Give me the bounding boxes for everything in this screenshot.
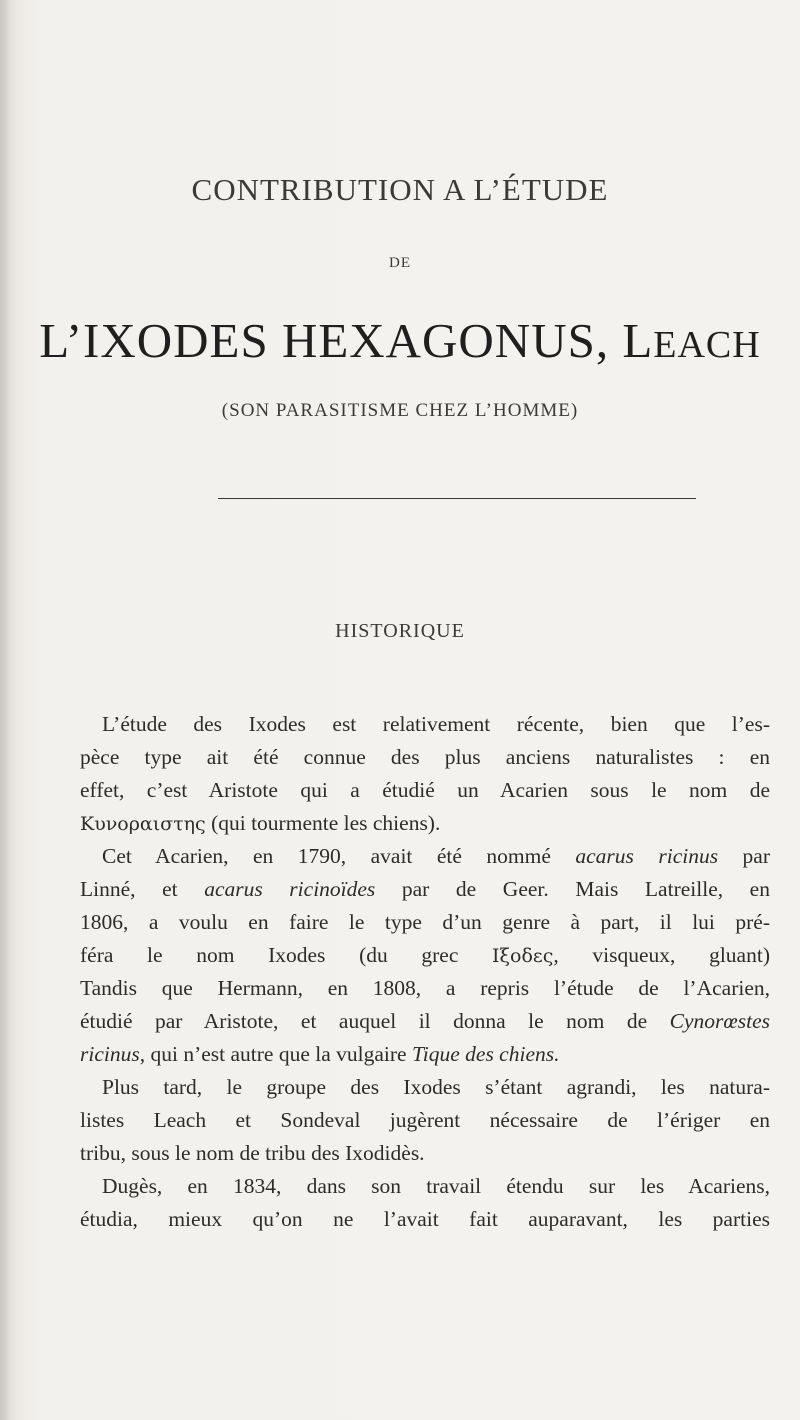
text-line-12: Plus tard, le groupe des Ixodes s’étant agrandi, les natura- (102, 1075, 770, 1099)
text-line-8 (80, 939, 770, 972)
title-main: CONTRIBUTION A L’ÉTUDE (191, 172, 609, 207)
text-line-11-italic-2: Tique des chiens. (411, 1042, 560, 1066)
text-line-13: listes Leach et Sondeval jugèrent nécessaire de l’ériger en (80, 1108, 770, 1132)
text-line-5-c: par (718, 844, 770, 868)
text-line-11 (80, 1038, 770, 1071)
text-line-10-italic: Cynorœstes (669, 1009, 770, 1033)
text-line-14: tribu, sous le nom de tribu des Ixodidès. (80, 1141, 425, 1165)
text-line-2: pèce type ait été connue des plus anciens naturalistes : en (80, 745, 770, 769)
text-line-8-a: féra le nom Ixodes (du grec (80, 943, 493, 967)
text-line-4-rest: (qui tourmente les chiens). (205, 811, 441, 835)
text-line-16: étudia, mieux qu’on ne l’avait fait auparavant, les parties (80, 1207, 770, 1231)
text-line-6 (80, 873, 770, 906)
text-line-5-a: Cet Acarien, en 1790, avait été nommé (102, 844, 576, 868)
text-line-15: Dugès, en 1834, dans son travail étendu sur les Acariens, (102, 1174, 770, 1198)
greek-word: Κυνοραιστης (80, 813, 206, 835)
title-subtitle: (SON PARASITISME CHEZ L’HOMME) (221, 400, 579, 421)
text-line-6-a: Linné, et (80, 877, 205, 901)
text-line-10-a: étudié par Aristote, et auquel il donna le nom de (80, 1009, 670, 1033)
body-text (80, 708, 770, 1236)
title-ixodes (0, 312, 800, 369)
text-line-6-italic: acarus ricinoïdes (204, 877, 376, 901)
title-de: DE (389, 255, 411, 271)
text-line-4 (80, 807, 770, 840)
text-line-5-italic: acarus ricinus (575, 844, 719, 868)
greek-word-2: Ιξοδες (492, 945, 554, 967)
title-ixodes-big: L’IXODES HEXAGONUS, L (39, 313, 654, 368)
section-heading: HISTORIQUE (335, 620, 465, 642)
text-line-7: 1806, a voulu en faire le type d’un genre à part, il lui pré- (80, 910, 770, 934)
text-line-5 (80, 840, 770, 873)
text-line-9: Tandis que Hermann, en 1808, a repris l’étude de l’Acarien, (80, 976, 770, 1000)
title-divider (218, 498, 696, 499)
text-line-11-b: , qui n’est autre que la vulgaire (139, 1042, 412, 1066)
page-binding-shadow (0, 0, 10, 1420)
title-ixodes-small: EACH (653, 324, 761, 366)
text-line-8-b: , visqueux, gluant) (553, 943, 770, 967)
text-line-6-c: par de Geer. Mais Latreille, en (375, 877, 770, 901)
text-line-11-italic: ricinus (80, 1042, 140, 1066)
text-line-1: L’étude des Ixodes est relativement récente, bien que l’es- (102, 712, 770, 736)
text-line-10 (80, 1005, 770, 1038)
text-line-3: effet, c’est Aristote qui a étudié un Acarien sous le nom de (80, 778, 770, 802)
